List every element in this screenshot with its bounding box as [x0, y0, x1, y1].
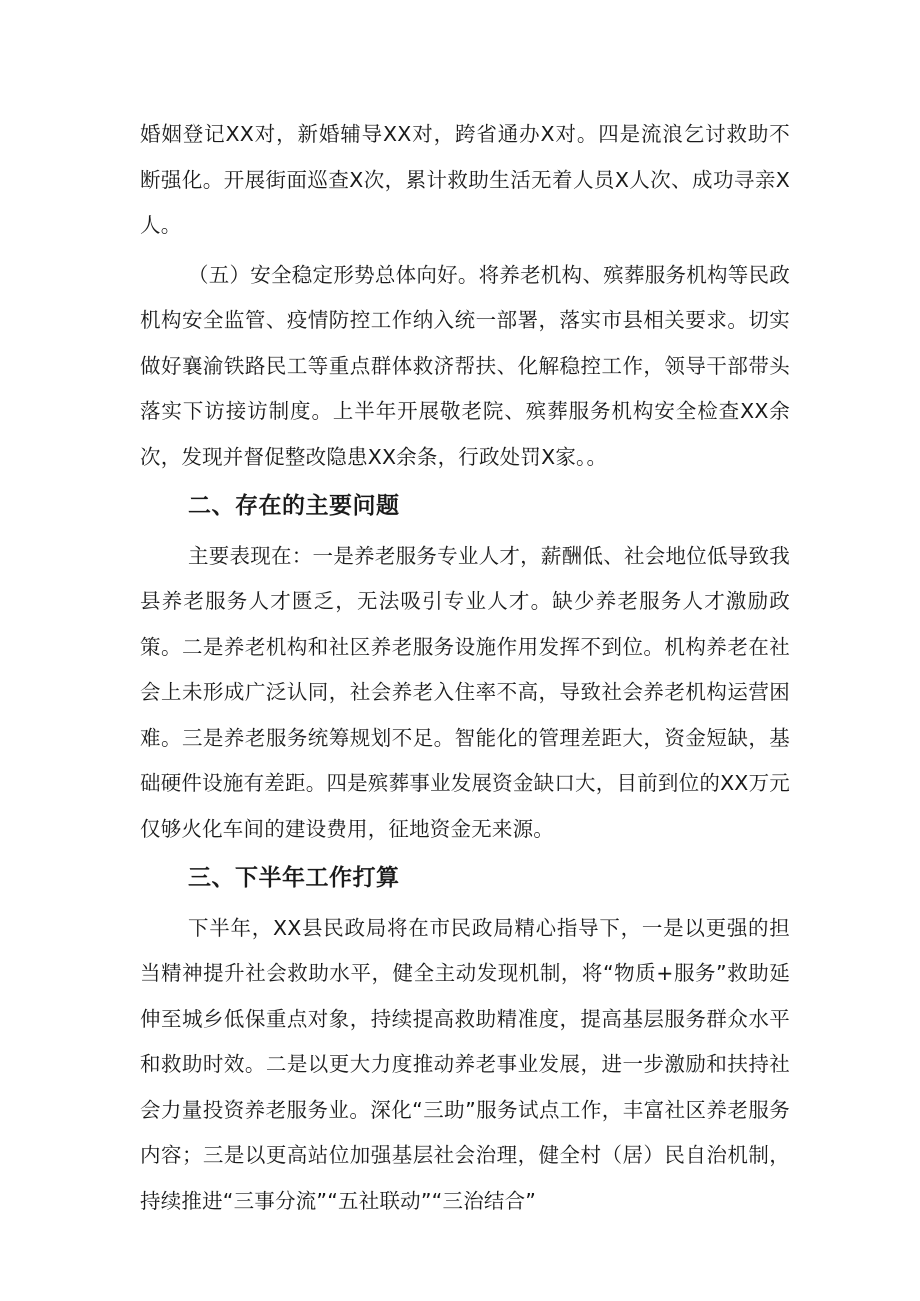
section-heading-problems: 二、存在的主要问题	[188, 493, 400, 519]
paragraph-relief-continuation: 婚姻登记XX对，新婚辅导XX对，跨省通办X对。四是流浪乞讨救助不断强化。开展街面巡查X次，累计救助生活无着人员X人次、成功寻亲X人。	[140, 122, 790, 237]
section-heading-plans: 三、下半年工作打算	[188, 865, 400, 891]
paragraph-safety-stability: （五）安全稳定形势总体向好。将养老机构、殡葬服务机构等民政机构安全监管、疫情防控工作纳入统一部署，落实市县相关要求。切实做好襄渝铁路民工等重点群体救济帮扶、化解稳控工作，领导干部带头落实下访接访制度。上半年开展敬老院、殡葬服务机构安全检查XX余次，发现并督促整改隐患XX余条，行政处罚X家。。	[140, 262, 790, 469]
paragraph-second-half-plans: 下半年，XX县民政局将在市民政局精心指导下，一是以更强的担当精神提升社会救助水平，健全主动发现机制，将“物质+服务”救助延伸至城乡低保重点对象，持续提高救助精准度，提高基层服务群众水平和救助时效。二是以更大力度推动养老事业发展，进一步激励和扶持社会力量投资养老服务业。深化“三助”服务试点工作，丰富社区养老服务内容；三是以更高站位加强基层社会治理，健全村（居）民自治机制，持续推进“三事分流”“五社联动”“三治结合”	[140, 915, 790, 1213]
document-body	[140, 112, 790, 1228]
paragraph-main-problems: 主要表现在：一是养老服务专业人才，薪酬低、社会地位低导致我县养老服务人才匮乏，无法吸引专业人才。缺少养老服务人才激励政策。二是养老机构和社区养老服务设施作用发挥不到位。机构养老在社会上未形成广泛认同，社会养老入住率不高，导致社会养老机构运营困难。三是养老服务统筹规划不足。智能化的管理差距大，资金短缺，基础硬件设施有差距。四是殡葬事业发展资金缺口大，目前到位的XX万元仅够火化车间的建设费用，征地资金无来源。	[140, 543, 790, 841]
